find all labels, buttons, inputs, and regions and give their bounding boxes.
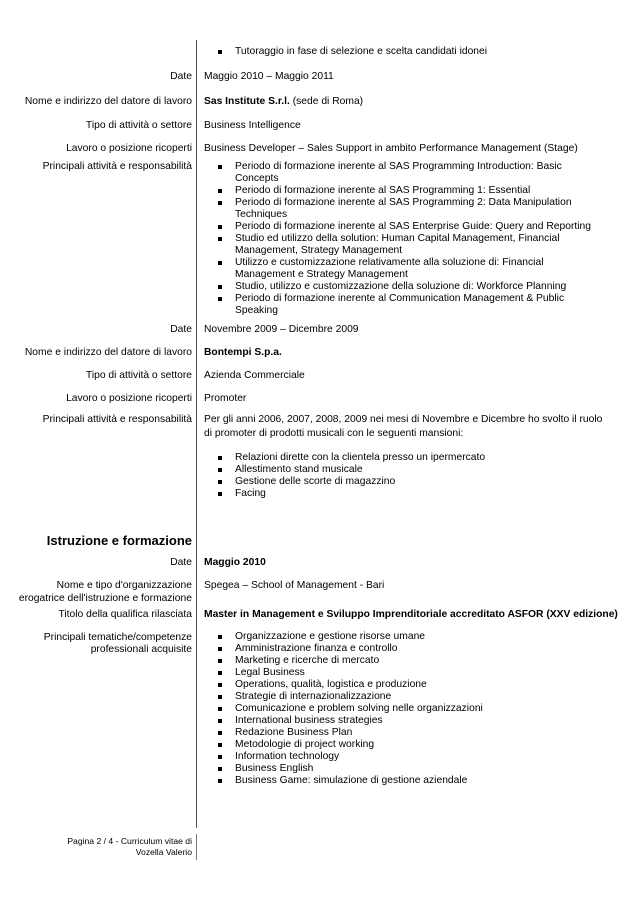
list-item: Periodo di formazione inerente al SAS Programming 1: Essential — [218, 185, 603, 197]
job2-date-value: Novembre 2009 – Dicembre 2009 — [204, 324, 359, 335]
list-item: Studio ed utilizzo della solution: Human Capital Management, Financial Management, Strategy Management — [218, 233, 603, 257]
job1-activities-label: Principali attività e responsabilità — [42, 161, 192, 172]
job1-employer-name: Sas Institute S.r.l. — [204, 96, 290, 107]
list-item: Periodo di formazione inerente al Communication Management & Public Speaking — [218, 293, 603, 317]
list-item: Information technology — [218, 751, 483, 763]
list-item: Gestione delle scorte di magazzino — [218, 476, 485, 488]
list-item: Periodo di formazione inerente al SAS Enterprise Guide: Query and Reporting — [218, 221, 603, 233]
previous-activities-list — [218, 46, 487, 58]
list-item: Operations, qualità, logistica e produzione — [218, 679, 483, 691]
job2-date-label: Date — [170, 324, 192, 335]
footer-divider — [196, 834, 197, 860]
job2-sector-value: Azienda Commerciale — [204, 370, 305, 381]
job2-activities-intro: Per gli anni 2006, 2007, 2008, 2009 nei mesi di Novembre e Dicembre ho svolto il ruolo di promoter di prodotti musicali con le seguenti mansioni: — [204, 414, 603, 439]
list-item: Utilizzo e customizzazione relativamente alla soluzione di: Financial Management e Strategy Management — [218, 257, 603, 281]
page-footer — [67, 836, 192, 858]
edu-topics-label-line1: Principali tematiche/competenze — [43, 632, 192, 643]
job1-date-value: Maggio 2010 – Maggio 2011 — [204, 71, 334, 82]
list-item: Facing — [218, 488, 485, 500]
job1-position-label: Lavoro o posizione ricoperti — [66, 143, 192, 154]
job1-employer-label: Nome e indirizzo del datore di lavoro — [24, 96, 192, 107]
edu-topics-label-line2: professionali acquisite — [90, 644, 192, 655]
list-item: Studio, utilizzo e customizzazione della soluzione di: Workforce Planning — [218, 281, 603, 293]
list-item: International business strategies — [218, 715, 483, 727]
list-item: Periodo di formazione inerente al SAS Programming 2: Data Manipulation Techniques — [218, 197, 603, 221]
footer-line2: Vozella Valerio — [135, 847, 192, 857]
job2-sector-label: Tipo di attività o settore — [85, 370, 192, 381]
list-item: Amministrazione finanza e controllo — [218, 643, 483, 655]
list-item: Metodologie di project working — [218, 739, 483, 751]
job1-activities-list — [218, 161, 603, 317]
list-item: Relazioni dirette con la clientela presso un ipermercato — [218, 452, 485, 464]
list-item: Marketing e ricerche di mercato — [218, 655, 483, 667]
job2-activities-label: Principali attività e responsabilità — [42, 414, 192, 425]
column-divider — [196, 40, 197, 828]
section-title-education: Istruzione e formazione — [46, 533, 192, 548]
job1-employer-location: (sede di Roma) — [289, 96, 364, 107]
job2-activities-list — [218, 452, 485, 500]
job1-sector-label: Tipo di attività o settore — [85, 120, 192, 131]
job2-employer-label: Nome e indirizzo del datore di lavoro — [24, 347, 192, 358]
edu-org-label-line2: erogatrice dell'istruzione e formazione — [18, 593, 192, 604]
edu-date-label: Date — [170, 557, 192, 568]
list-item: Tutoraggio in fase di selezione e scelta candidati idonei — [218, 46, 487, 58]
edu-title-value: Master in Management e Sviluppo Imprenditoriale accreditato ASFOR (XXV edizione) — [204, 609, 618, 620]
job1-employer-value — [204, 96, 363, 108]
list-item: Legal Business — [218, 667, 483, 679]
job1-sector-value: Business Intelligence — [204, 120, 301, 131]
job2-position-value: Promoter — [204, 393, 247, 404]
list-item: Comunicazione e problem solving nelle organizzazioni — [218, 703, 483, 715]
list-item: Business English — [218, 763, 483, 775]
edu-date-value: Maggio 2010 — [204, 557, 266, 568]
list-item: Business Game: simulazione di gestione aziendale — [218, 775, 483, 787]
job1-date-label: Date — [170, 71, 192, 82]
list-item: Redazione Business Plan — [218, 727, 483, 739]
list-item: Strategie di internazionalizzazione — [218, 691, 483, 703]
footer-line1: Pagina 2 / 4 - Curriculum vitae di — [67, 836, 192, 846]
edu-title-label: Titolo della qualifica rilasciata — [58, 609, 192, 620]
job2-employer-name: Bontempi S.p.a. — [204, 347, 282, 358]
list-item: Periodo di formazione inerente al SAS Programming Introduction: Basic Concepts — [218, 161, 603, 185]
edu-org-value: Spegea – School of Management - Bari — [204, 580, 385, 591]
list-item: Organizzazione e gestione risorse umane — [218, 631, 483, 643]
job1-position-value: Business Developer – Sales Support in ambito Performance Management (Stage) — [204, 143, 578, 154]
edu-topics-list — [218, 631, 483, 787]
job2-position-label: Lavoro o posizione ricoperti — [66, 393, 192, 404]
list-item: Allestimento stand musicale — [218, 464, 485, 476]
edu-org-label-line1: Nome e tipo d'organizzazione — [56, 580, 192, 591]
